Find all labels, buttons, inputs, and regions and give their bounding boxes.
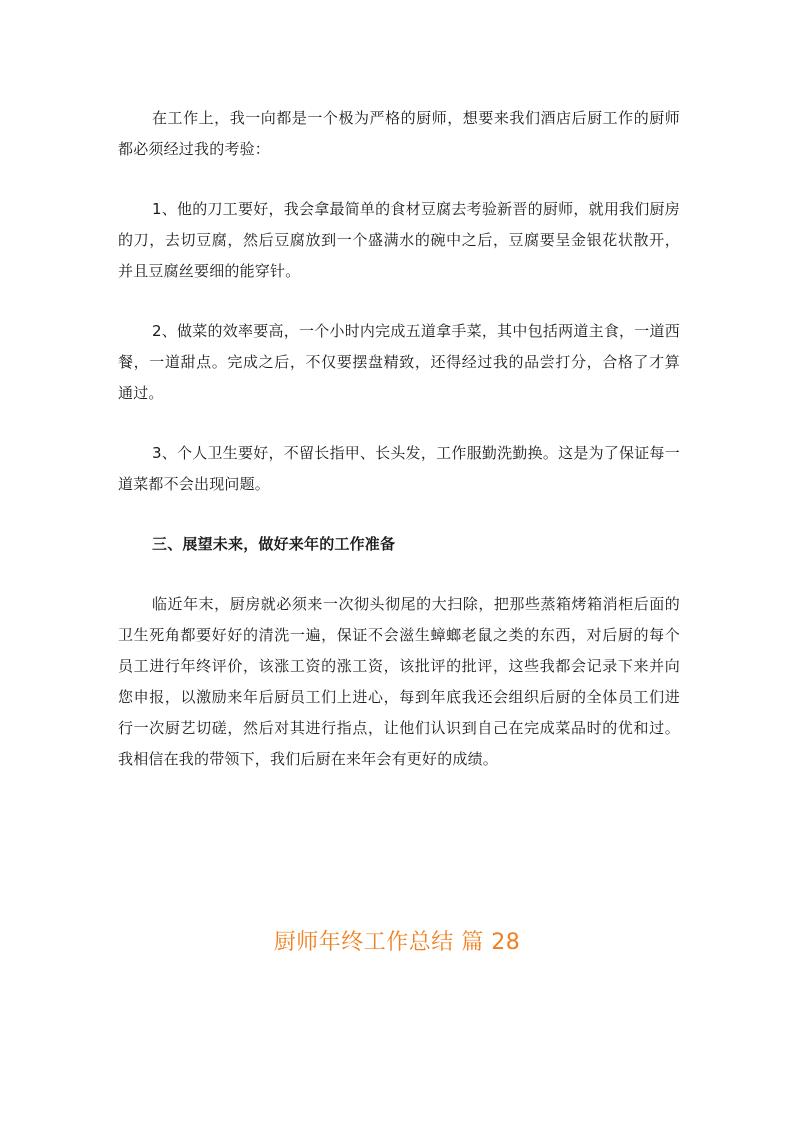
paragraph-requirement-1: 1、他的刀工要好，我会拿最简单的食材豆腐去考验新晋的厨师，就用我们厨房的刀，去切豆腐，然后豆腐放到一个盛满水的碗中之后，豆腐要呈金银花状散开，并且豆腐丝要细的能穿针。 <box>118 200 680 280</box>
section-heading: 三、展望未来，做好来年的工作准备 <box>152 535 396 553</box>
paragraph-requirement-2: 2、做菜的效率要高，一个小时内完成五道拿手菜，其中包括两道主食，一道西餐，一道甜点。完成之后，不仅要摆盘精致，还得经过我的品尝打分，合格了才算通过。 <box>118 322 680 402</box>
document-body <box>118 103 680 804</box>
paragraph-closing: 临近年末，厨房就必须来一次彻头彻尾的大扫除，把那些蒸箱烤箱消柜后面的卫生死角都要好好的清洗一遍，保证不会滋生蟑螂老鼠之类的东西，对后厨的每个员工进行年终评价，该涨工资的涨工资，该批评的批评，这些我都会记录下来并向您申报，以激励来年后厨员工们上进心，每到年底我还会组织后厨的全体员工们进行一次厨艺切磋，然后对其进行指点，让他们认识到自己在完成菜品时的优和过。我相信在我的带领下，我们后厨在来年会有更好的成绩。 <box>118 595 680 768</box>
next-article-title: 厨师年终工作总结 篇 28 <box>273 930 521 955</box>
paragraph-intro: 在工作上，我一向都是一个极为严格的厨师，想要来我们酒店后厨工作的厨师都必须经过我的考验： <box>118 109 680 158</box>
paragraph-requirement-3: 3、个人卫生要好，不留长指甲、长头发，工作服勤洗勤换。这是为了保证每一道菜都不会出现问题。 <box>118 444 680 493</box>
